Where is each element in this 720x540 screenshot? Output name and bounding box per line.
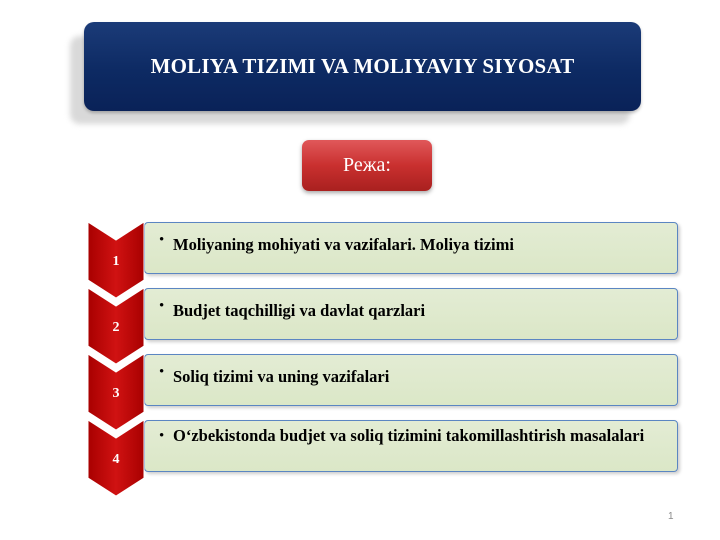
item-number: 4 bbox=[112, 452, 120, 467]
list-item bbox=[88, 222, 680, 278]
bullet-icon: • bbox=[159, 298, 165, 314]
list-item bbox=[88, 420, 680, 476]
page-number: 1 bbox=[668, 511, 674, 522]
list-item bbox=[88, 354, 680, 410]
list-item bbox=[88, 288, 680, 344]
list-item-text: Moliyaning mohiyati va vazifalari. Moliya tizimi bbox=[173, 235, 514, 254]
list-item-box bbox=[144, 288, 678, 340]
plan-badge bbox=[302, 140, 432, 191]
plan-label: Режа: bbox=[343, 154, 391, 176]
title-banner bbox=[84, 22, 641, 111]
item-number: 1 bbox=[112, 254, 120, 269]
list-item-box bbox=[144, 354, 678, 406]
slide-title: MOLIYA TIZIMI VA MOLIYAVIY SIYOSAT bbox=[150, 54, 575, 78]
bullet-icon: • bbox=[159, 364, 165, 380]
item-number: 3 bbox=[112, 386, 120, 401]
list-item-text: Soliq tizimi va uning vazifalari bbox=[173, 367, 390, 386]
bullet-icon: • bbox=[159, 428, 165, 444]
list-item-box bbox=[144, 222, 678, 274]
list-item-box bbox=[144, 420, 678, 472]
item-number: 2 bbox=[112, 320, 120, 335]
list-item-text: O‘zbekistonda budjet va soliq tizimini takomillashtirish masalalari bbox=[173, 426, 645, 445]
list-item-text: Budjet taqchilligi va davlat qarzlari bbox=[173, 301, 426, 320]
bullet-icon: • bbox=[159, 232, 165, 248]
